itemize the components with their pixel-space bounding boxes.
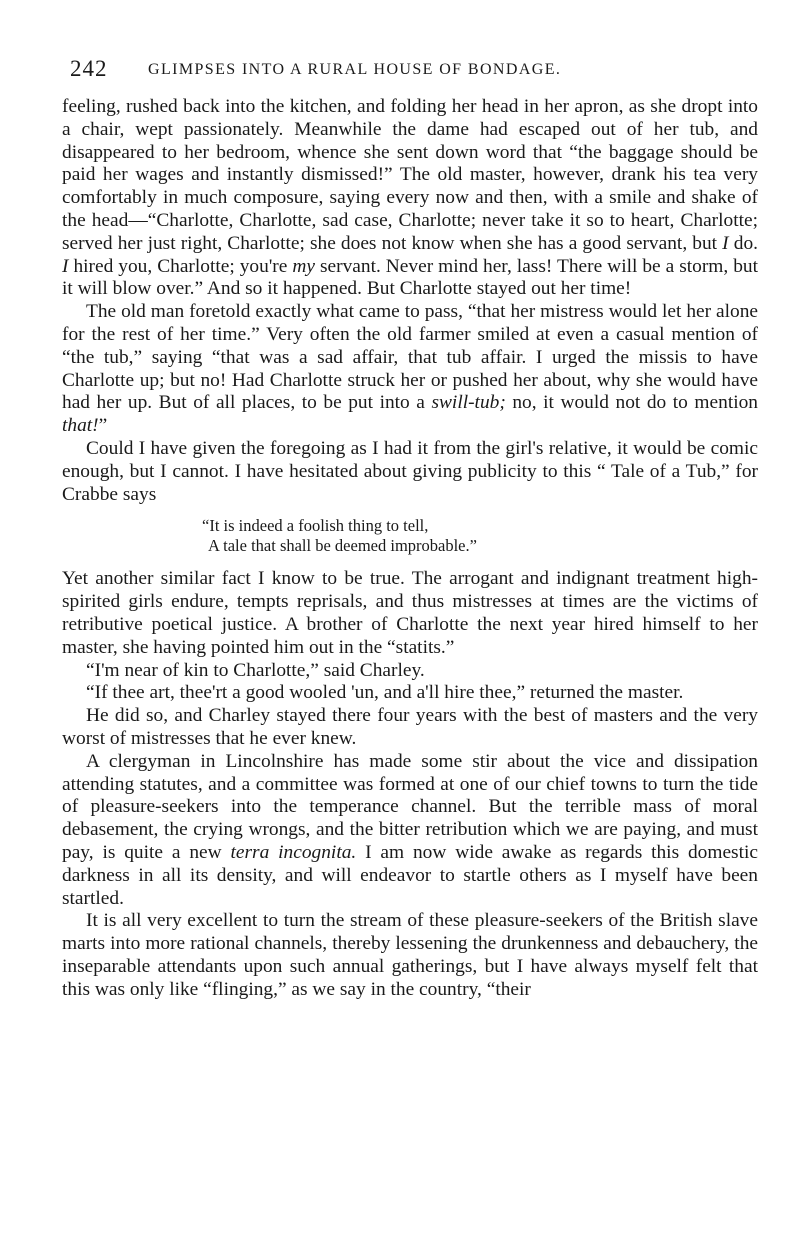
paragraph-8: A clergyman in Lincolnshire has made some stir about the vice and dissipation attending statutes, and a committee was formed at one of our chief towns to turn the tide of pleasure-seekers into the temperance channel. But the terrible mass of moral debasement, the crying wrongs, and the bitter retribution which we are paying, and must pay, is quite a new terra incognita. I am now wide awake as regards this domestic darkness in all its density, and will endeavor to startle others as I myself have been startled. xyxy=(62,750,758,909)
paragraph-5: “I'm near of kin to Charlotte,” said Charley. xyxy=(86,659,425,681)
paragraph-6: “If thee art, thee'rt a good wooled 'un, and a'll hire thee,” returned the master. xyxy=(86,682,684,704)
page-header xyxy=(70,56,760,86)
running-title: GLIMPSES INTO A RURAL HOUSE OF BONDAGE. xyxy=(148,61,562,78)
quote-line-2: A tale that shall be deemed improbable.” xyxy=(208,536,477,556)
paragraph-1: feeling, rushed back into the kitchen, and folding her head in her apron, as she dropt into a chair, wept passionately. Meanwhile the dame had escaped out of her tub, and disappeared to her bedroom, whence she sent down word that “the baggage should be paid her wages and instantly dismissed!” The old master, however, drank his tea very comfortably in much composure, saying every now and then, with a smile and shake of the head—“Charlotte, Charlotte, sad case, Charlotte; never take it so to heart, Charlotte; served her just right, Charlotte; she does not know when she has a good servant, but I do. I hired you, Charlotte; you're my servant. Never mind her, lass! There will be a storm, but it will blow over.” And so it happened. But Charlotte stayed out her time! xyxy=(62,96,758,300)
body-text xyxy=(62,96,758,1001)
paragraph-4: Yet another similar fact I know to be true. The arrogant and indignant treatment high-spirited girls endure, tempts reprisals, and thus mistresses at times are the victims of retributive poetical justice. A brother of Charlotte the next year hired himself to her master, she having pointed him out in the “statits.” xyxy=(62,568,758,658)
verse-quotation xyxy=(62,516,758,556)
paragraph-2: The old man foretold exactly what came to pass, “that her mistress would let her alone for the rest of her time.” Very often the old farmer smiled at even a casual mention of “the tub,” saying “that was a sad affair, that tub affair. I urged the missis to have Charlotte up; but no! Had Charlotte struck her or pushed her about, why she would have had her up. But of all places, to be put into a swill-tub; no, it would not do to mention that!” xyxy=(62,301,758,437)
page-number: 242 xyxy=(70,56,108,81)
paragraph-3: Could I have given the foregoing as I had it from the girl's relative, it would be comic enough, but I cannot. I have hesitated about giving publicity to this “ Tale of a Tub,” for Crabbe says xyxy=(62,437,758,505)
quote-line-1: “It is indeed a foolish thing to tell, xyxy=(202,516,429,536)
paragraph-9: It is all very excellent to turn the stream of these pleasure-seekers of the British slave marts into more rational channels, thereby lessening the drunkenness and debauchery, the inseparable attendants upon such annual gatherings, but I have always myself felt that this was only like “flinging,” as we say in the country, “their xyxy=(62,910,758,1000)
paragraph-7: He did so, and Charley stayed there four years with the best of masters and the very worst of mistresses that he ever knew. xyxy=(62,705,758,749)
